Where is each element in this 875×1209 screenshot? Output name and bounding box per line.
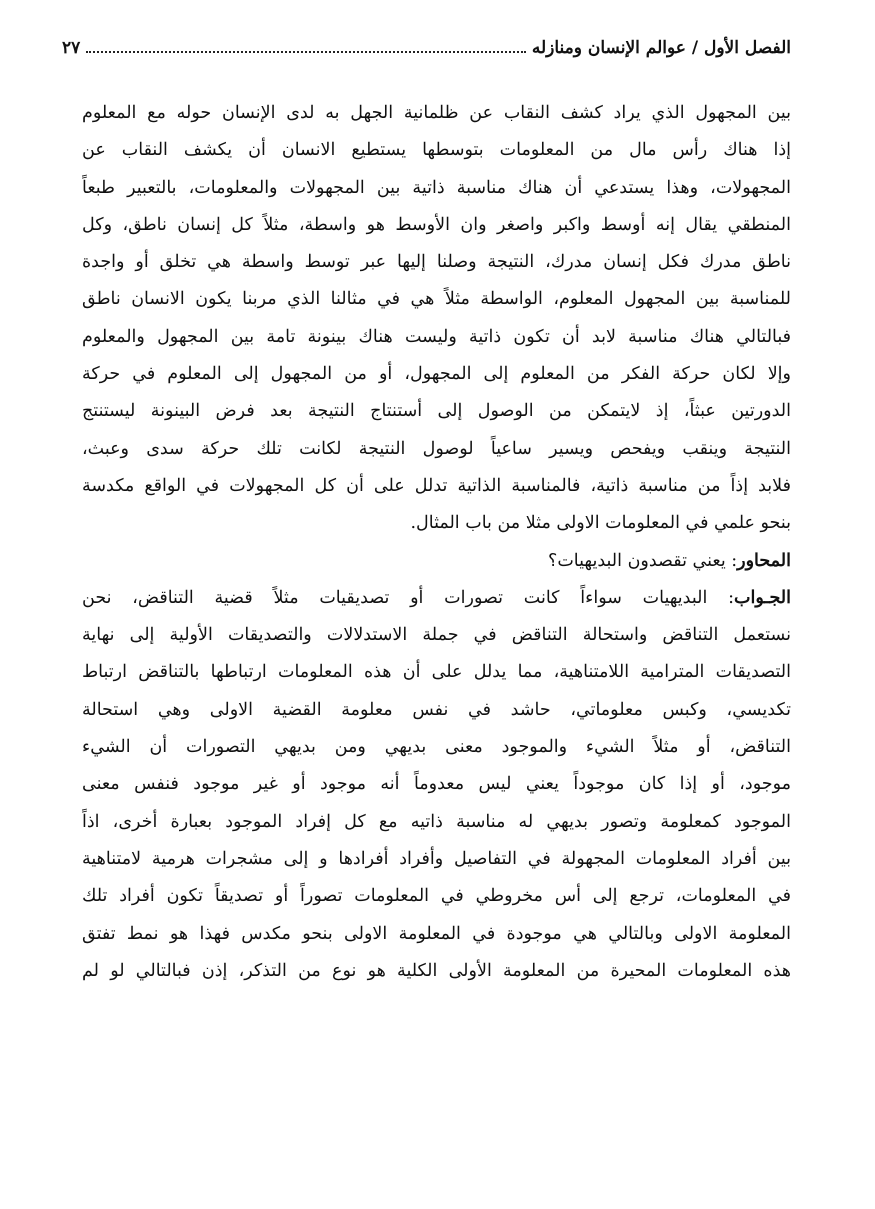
answer-speaker: الجـواب: [734, 587, 791, 608]
answer-line: [82, 580, 791, 617]
text-line: ناطق مدرك فكل إنسان مدرك، النتيجة وصلنا إليها عبر توسط واسطة هي تخلق أو واجدة: [82, 252, 791, 273]
body-text: [82, 95, 791, 990]
text-line: الدورتين عبثاً، إذ لايتمكن من الوصول إلى أستنتاج النتيجة بعد فرض البينونة ليستنتج: [82, 401, 791, 422]
page-number: ٢٧: [62, 38, 81, 58]
text-line: فلابد إذاً من مناسبة ذاتية، فالمناسبة الذاتية تدلل على أن كل المجهولات في الواقع مكدسة: [82, 475, 791, 496]
question-speaker: المحاور: [737, 550, 791, 571]
text-line: بين أفراد المعلومات المجهولة في التفاصيل وأفراد أفرادها و إلى مشجرات هرمية لامتناهية: [82, 848, 791, 869]
answer-text: : البديهيات سواءاً كانت تصورات أو تصديقيات مثلاً قضية التناقض، نحن: [82, 587, 734, 608]
text-line: تكديسي، وكبس معلوماتي، حاشد في نفس معلومة القضية الاولى وهي استحالة: [82, 699, 791, 720]
text-line: المجهولات، وهذا يستدعي أن هناك مناسبة ذاتية بين المجهولات والمعلومات، بالتعبير طبعاً: [82, 177, 791, 198]
text-line: فبالتالي هناك مناسبة لابد أن تكون ذاتية وليست هناك بينونة تامة بين المجهول والمعلوم: [82, 326, 791, 347]
text-line: للمناسبة بين المجهول المعلوم، الواسطة مثلاً هي في مثالنا الذي مربنا يكون الانسان ناطق: [82, 289, 791, 310]
running-header: [62, 34, 791, 62]
text-line: التناقض، أو مثلاً الشيء والموجود معنى بديهي ومن بديهي التصورات أن الشيء: [82, 737, 791, 758]
text-line: نستعمل التناقض واستحالة التناقض في جملة الاستدلالات والتصديقات الأولية إلى نهاية: [82, 625, 791, 646]
text-line: هذه المعلومات المحيرة من المعلومة الأولى الكلية هو نوع من التذكر، إذن فبالتالي لو لم: [82, 960, 791, 981]
text-line: المنطقي يقال إنه أوسط واكبر واصغر وان الأوسط هو واسطة، مثلاً كل إنسان ناطق، وكل: [82, 214, 791, 235]
text-line: في المعلومات، ترجع إلى أس مخروطي في المعلومات تصوراً أو تصديقاً تكون أفراد تلك: [82, 886, 791, 907]
text-line: بين المجهول الذي يراد كشف النقاب عن ظلمانية الجهل به لدى الإنسان حوله مع المعلوم: [82, 103, 791, 123]
text-line: بنحو علمي في المعلومات الاولى مثلا من باب المثال.: [410, 513, 791, 534]
question-line: [82, 543, 791, 580]
question-text: : يعني تقصدون البديهيات؟: [548, 550, 738, 571]
text-line: الموجود كمعلومة وتصور بديهي له مناسبة ذاتيه مع كل إفراد الموجود بعبارة أخرى، اذاً: [82, 811, 791, 832]
chapter-title: الفصل الأول / عوالم الإنسان ومنازله: [531, 38, 791, 58]
text-line: إذا هناك رأس مال من المعلومات بتوسطها يستطيع الانسان أن يكشف النقاب عن: [82, 140, 791, 161]
text-line: وإلا لكان حركة الفكر من المعلوم إلى المجهول، أو من المجهول إلى المعلوم في حركة: [82, 364, 791, 385]
text-line: المعلومة الاولى وبالتالي هي موجودة في المعلومة الاولى بنحو مكدس فهذا هو نمط تفتق: [82, 923, 791, 944]
text-line: النتيجة وينقب ويفحص ويسير ساعياً لوصول النتيجة لكانت تلك حركة سدى وعبث،: [82, 438, 791, 459]
text-line: التصديقات المترامية اللامتناهية، مما يدلل على أن هذه المعلومات ارتباطها بالتناقض ارتباط: [82, 662, 791, 683]
text-line: موجود، أو إذا كان موجوداً يعني ليس معدوماً أنه موجود أو غير موجود فنفس معنى: [82, 774, 791, 795]
leader-dots: [86, 51, 526, 53]
